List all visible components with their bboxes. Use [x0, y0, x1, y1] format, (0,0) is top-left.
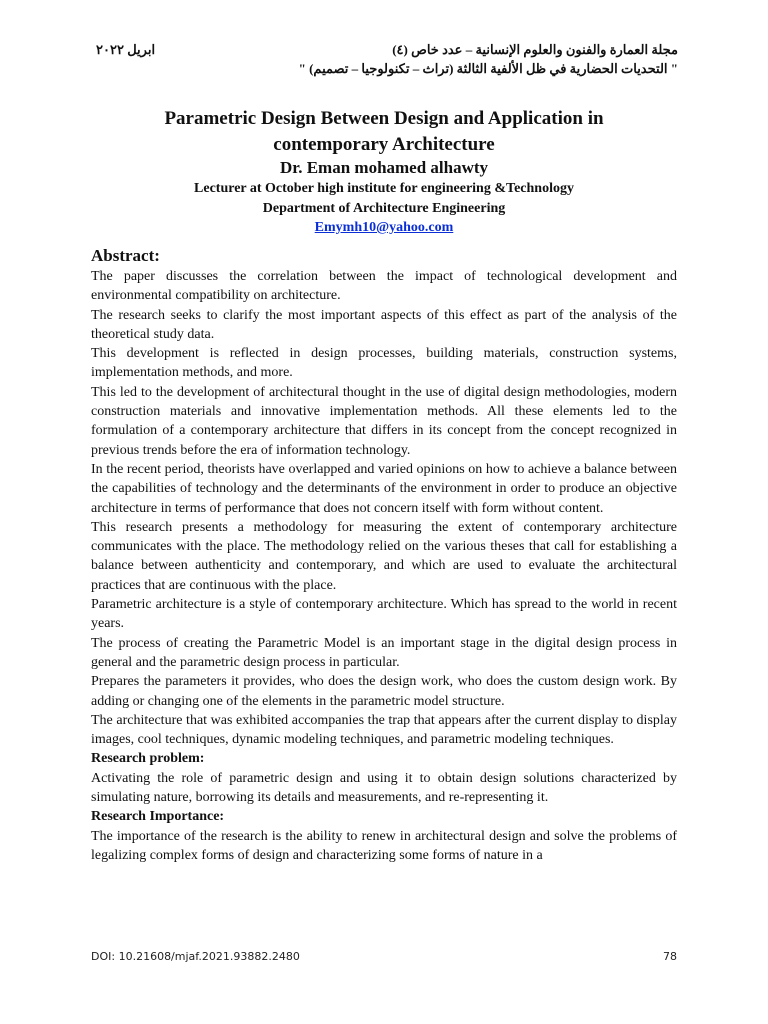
page-header: [90, 42, 678, 77]
abstract-paragraph: Parametric architecture is a style of contemporary architecture. Which has spread to the world in recent years.: [91, 597, 677, 632]
abstract-paragraph: The architecture that was exhibited accompanies the trap that appears after the current display to display images, cool techniques, dynamic modeling techniques, and parametric modeling techniques.: [91, 712, 677, 748]
journal-name: مجلة العمارة والفنون والعلوم الإنسانية – عدد خاص (٤): [392, 42, 678, 57]
abstract-paragraph: This research presents a methodology for measuring the extent of contemporary architecture communicates with the place. The methodology relied on the various theses that call for establishing a balance between authenticity and contemporary, and which are used to evaluate the architectural practices that are continuous with the place.: [91, 519, 677, 593]
email-link[interactable]: Emymh10@yahoo.com: [314, 220, 454, 235]
affiliation-institute: Lecturer at October high institute for engineering &Technology: [194, 181, 574, 196]
title-line-1: Parametric Design Between Design and Application in: [164, 108, 604, 129]
abstract-paragraph: Prepares the parameters it provides, who does the design work, who does the custom design work. By adding or changing one of the elements in the parametric model structure.: [91, 674, 677, 709]
research-importance-text: The importance of the research is the ability to renew in architectural design and solve the problems of legalizing complex forms of design and characterizing some forms of nature in a: [91, 828, 677, 863]
research-importance-heading: Research Importance:: [91, 809, 225, 825]
paper-title: [90, 106, 678, 158]
abstract-paragraph: The research seeks to clarify the most important aspects of this effect as part of the analysis of the theoretical study data.: [91, 307, 677, 342]
issue-theme: " التحديات الحضارية في ظل الألفية الثالثة (تراث – تكنولوجيا – تصميم) ": [298, 61, 678, 76]
abstract-body: [91, 267, 677, 865]
page-number: 78: [663, 950, 677, 963]
research-problem-heading: Research problem:: [91, 751, 205, 767]
abstract-paragraph: This led to the development of architectural thought in the use of digital design methodologies, modern construction materials and innovative implementation methods. All these elements led to the formulation of a contemporary architecture that differs in its concept from the concept recognized in previous trends before the era of information technology.: [91, 384, 677, 458]
abstract-paragraph: In the recent period, theorists have overlapped and varied opinions on how to achieve a balance between the capabilities of technology and the determinants of the environment in order to produce an objective architecture in terms of performance that does not concern itself with form without content.: [91, 461, 677, 516]
research-problem-text: Activating the role of parametric design and using it to obtain design solutions characterized by simulating nature, borrowing its details and measurements, and re-representing it.: [91, 770, 677, 806]
issue-date: ابريل ٢٠٢٢: [96, 42, 156, 57]
affiliation-department: Department of Architecture Engineering: [262, 201, 506, 216]
title-line-2: contemporary Architecture: [273, 134, 495, 155]
author-name: Dr. Eman mohamed alhawty: [279, 158, 489, 177]
doi-label: DOI: 10.21608/mjaf.2021.93882.2480: [91, 950, 300, 963]
abstract-paragraph: The process of creating the Parametric Model is an important stage in the digital design process in general and the parametric design process in particular.: [91, 635, 677, 670]
abstract-paragraph: The paper discusses the correlation between the impact of technological development and environmental compatibility on architecture.: [91, 269, 677, 304]
author-email: [90, 220, 678, 236]
abstract-paragraph: This development is reflected in design processes, building materials, construction systems, implementation methods, and more.: [91, 346, 677, 381]
abstract-heading: Abstract:: [91, 246, 160, 265]
